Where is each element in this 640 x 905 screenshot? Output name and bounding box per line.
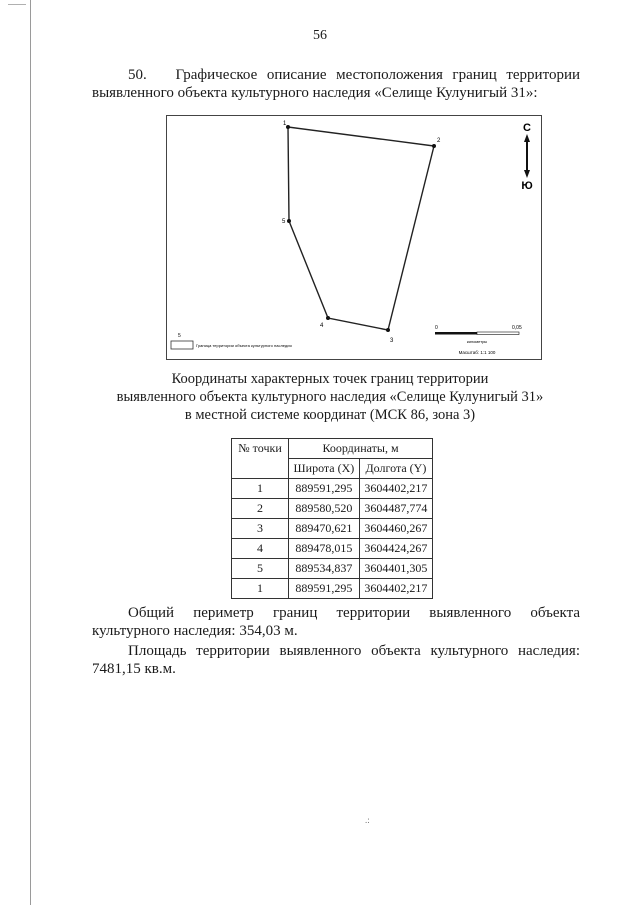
- compass-south-label: Ю: [521, 180, 533, 192]
- table-row: [232, 539, 433, 559]
- scan-artifact: [8, 4, 26, 5]
- territory-boundary: [288, 127, 434, 330]
- caption-line-2: выявленного объекта культурного наследия «Селище Кулунигый 31»: [116, 389, 544, 405]
- cell-lat: 889478,015: [289, 539, 360, 559]
- cell-lat: 889470,621: [289, 519, 360, 539]
- boundary-point-2: [432, 138, 441, 148]
- point-label-1: 1: [283, 121, 287, 127]
- header-lat: Широта (X): [289, 459, 360, 479]
- scale-text: Масштаб: 1:1 100: [458, 350, 496, 355]
- cell-lon: 3604402,217: [359, 479, 432, 499]
- legend-number: 5: [178, 333, 181, 339]
- cell-point: 4: [232, 539, 289, 559]
- scale-unit-label: километры: [466, 339, 488, 344]
- header-lon: Долгота (Y): [359, 459, 432, 479]
- point-label-3: 3: [390, 338, 394, 344]
- scan-edge-line: [30, 0, 31, 905]
- cell-lon: 3604401,305: [359, 559, 432, 579]
- point-label-2: 2: [437, 138, 441, 144]
- section-heading-text: Графическое описание местоположения границ территории выявленного объекта культурного наследия «Селище Кулунигый 31»:: [92, 67, 580, 101]
- header-point: № точки: [232, 439, 289, 479]
- cell-lat: 889534,837: [289, 559, 360, 579]
- table-row: [232, 579, 433, 599]
- section-number: 50.: [128, 67, 147, 83]
- table-row: [232, 479, 433, 499]
- boundary-point-3: [386, 328, 394, 344]
- section-heading: [92, 66, 580, 102]
- header-coords: Координаты, м: [289, 439, 433, 459]
- boundary-map: [166, 115, 542, 360]
- table-caption: [60, 370, 600, 424]
- table-row: [232, 519, 433, 539]
- coordinates-table: [231, 438, 433, 599]
- scale-start-label: 0: [435, 325, 438, 331]
- point-label-5: 5: [282, 219, 286, 225]
- scale-bar: [435, 325, 522, 355]
- cell-point: 1: [232, 579, 289, 599]
- point-label-4: 4: [320, 323, 324, 329]
- scale-end-label: 0,05: [512, 325, 522, 331]
- cell-point: 2: [232, 499, 289, 519]
- cell-point: 3: [232, 519, 289, 539]
- caption-line-1: Координаты характерных точек границ территории: [171, 371, 489, 387]
- compass-north-label: С: [523, 122, 531, 134]
- cell-lat: 889591,295: [289, 579, 360, 599]
- cell-lat: 889591,295: [289, 479, 360, 499]
- boundary-point-1: [283, 121, 290, 129]
- cell-point: 1: [232, 479, 289, 499]
- caption-line-3: в местной системе координат (МСК 86, зона 3): [184, 407, 476, 423]
- area-paragraph: [92, 642, 580, 678]
- cell-lon: 3604487,774: [359, 499, 432, 519]
- map-legend: [171, 333, 292, 349]
- table-row: [232, 559, 433, 579]
- perimeter-text: Общий периметр границ территории выявленного объекта культурного наследия: 354,03 м.: [92, 605, 580, 639]
- cell-lat: 889580,520: [289, 499, 360, 519]
- legend-text: Граница территории объекта культурного наследия: [196, 343, 292, 348]
- area-text: Площадь территории выявленного объекта культурного наследия: 7481,15 кв.м.: [92, 643, 580, 677]
- cell-lon: 3604402,217: [359, 579, 432, 599]
- cell-point: 5: [232, 559, 289, 579]
- page-number: 56: [313, 28, 327, 43]
- table-row: [232, 499, 433, 519]
- scan-mark: .:: [365, 815, 370, 825]
- cell-lon: 3604424,267: [359, 539, 432, 559]
- perimeter-paragraph: [92, 604, 580, 640]
- boundary-map-svg: [167, 116, 541, 359]
- compass-icon: [521, 122, 532, 192]
- boundary-point-4: [320, 316, 330, 329]
- cell-lon: 3604460,267: [359, 519, 432, 539]
